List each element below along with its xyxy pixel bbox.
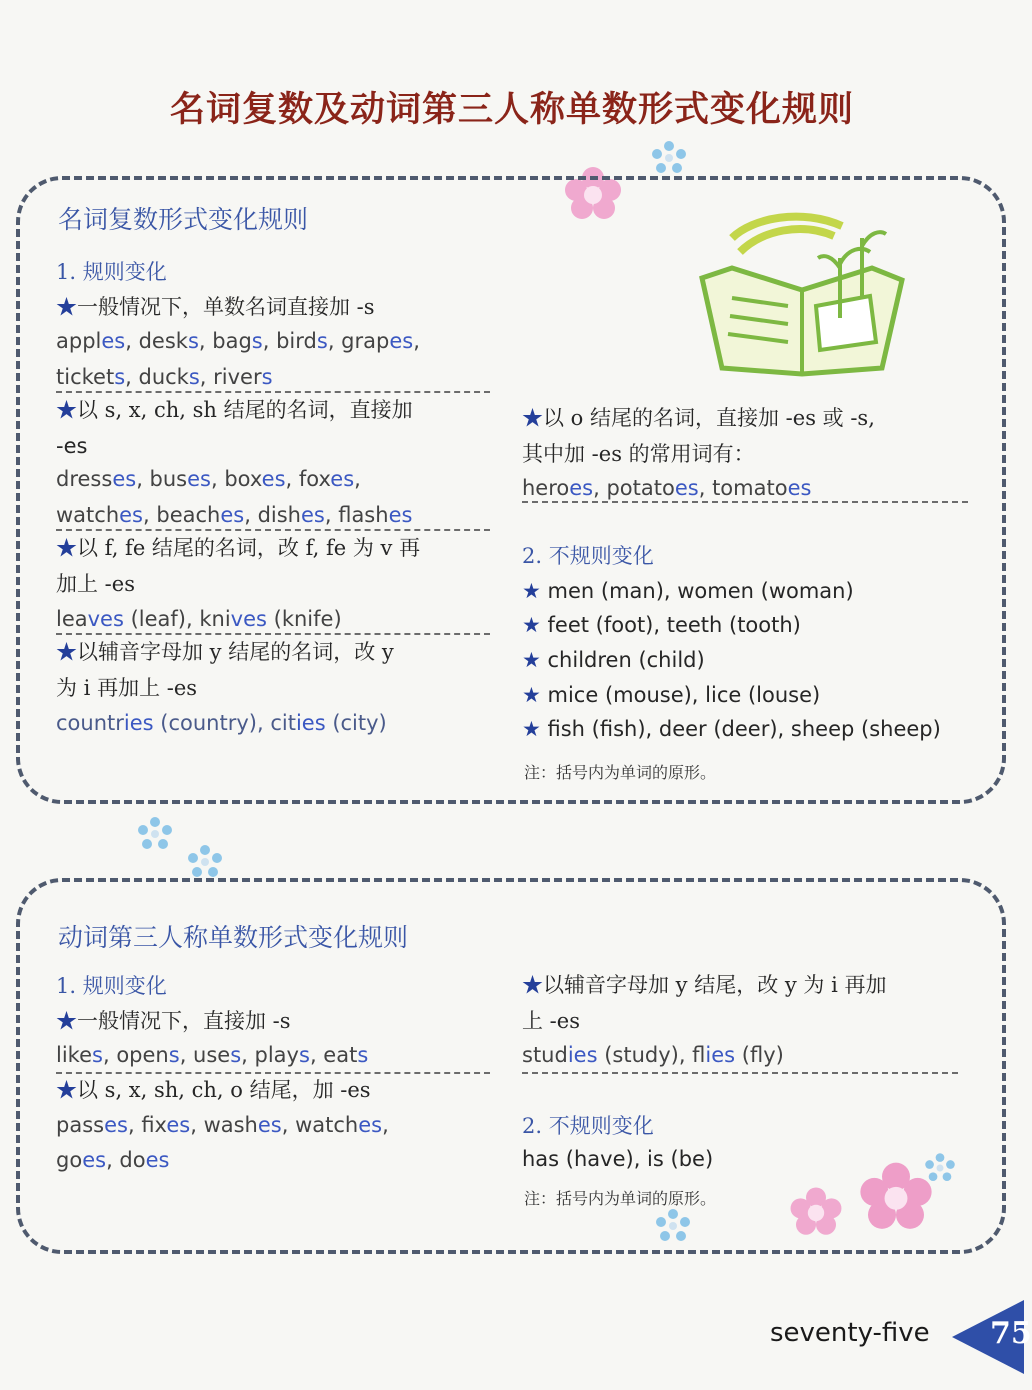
word-base: , do [106, 1148, 146, 1172]
noun-regular-heading: 1. 规则变化 [56, 260, 167, 284]
page-number: 75 [990, 1316, 1032, 1351]
noun-rule-4: ★以辅音字母加 y 结尾的名词，改 y [56, 640, 394, 664]
verb-rule-2: ★以 s, x, sh, ch, o 结尾，加 -es [56, 1078, 371, 1102]
star-icon: ★ [522, 717, 541, 741]
noun-rule-2-cont: -es [56, 434, 88, 458]
word-base: , bird [262, 329, 317, 353]
word-base: (fly) [735, 1043, 784, 1067]
noun-rule-5-examples [522, 471, 811, 505]
word-base: , [413, 329, 420, 353]
word-base: , bag [198, 329, 252, 353]
pink-flower-icon [786, 1186, 846, 1238]
word-suffix: ies [123, 711, 154, 735]
word-suffix: es [187, 467, 211, 491]
word-suffix: ves [230, 607, 267, 631]
word-base: watch [56, 503, 120, 527]
word-base: , box [211, 467, 262, 491]
divider [522, 501, 968, 503]
noun-rule-2: ★以 s, x, ch, sh 结尾的名词，直接加 [56, 398, 413, 422]
word-base: , watch [281, 1113, 359, 1137]
word-base: (city) [325, 711, 387, 735]
word-base: stud [522, 1043, 568, 1067]
noun-irregular-3: ★ children (child) [522, 648, 705, 672]
star-icon: ★ [56, 398, 77, 422]
verb-regular-heading: 1. 规则变化 [56, 974, 167, 998]
word-suffix: es [358, 1113, 383, 1137]
word-suffix: s [298, 1043, 310, 1067]
word-suffix: s [316, 329, 328, 353]
verb-rule-1: ★一般情况下，直接加 -s [56, 1009, 291, 1033]
word-suffix: s [188, 365, 200, 389]
verb-rule-1-examples [56, 1038, 368, 1072]
noun-rule-2-examples [56, 462, 361, 496]
star-icon: ★ [522, 406, 543, 430]
word-base: , potato [593, 476, 675, 500]
word-base: , dish [244, 503, 301, 527]
word-base: , flash [324, 503, 389, 527]
noun-rule-3-examples [56, 602, 342, 636]
word-suffix: es [119, 503, 144, 527]
noun-irregular-heading: 2. 不规则变化 [522, 544, 654, 568]
word-base: lea [56, 607, 88, 631]
noun-rule-5: ★以 o 结尾的名词，直接加 -es 或 -s, [522, 406, 875, 430]
word-suffix: es [569, 476, 594, 500]
verb-note: 注：括号内为单词的原形。 [524, 1189, 717, 1208]
word-base: ticket [56, 365, 115, 389]
word-base: go [56, 1148, 83, 1172]
word-suffix: s [251, 329, 263, 353]
star-icon: ★ [522, 683, 541, 707]
word-base: pass [56, 1113, 105, 1137]
verb-rule-3: ★以辅音字母加 y 结尾，改 y 为 i 再加 [522, 973, 887, 997]
flower-decoration-icon [646, 138, 692, 178]
word-suffix: ies [705, 1043, 736, 1067]
word-suffix: ies [567, 1043, 598, 1067]
star-icon: ★ [56, 1078, 77, 1102]
word-base: countr [56, 711, 124, 735]
word-base: , [382, 1113, 389, 1137]
verb-rule-3-examples [522, 1038, 784, 1072]
noun-note: 注：括号内为单词的原形。 [524, 763, 717, 782]
word-suffix: es [388, 503, 413, 527]
verb-rule-2-examples-2 [56, 1143, 169, 1177]
word-suffix: es [674, 476, 699, 500]
word-base: appl [56, 329, 102, 353]
divider [522, 1072, 958, 1074]
word-suffix: es [787, 476, 812, 500]
word-suffix: s [261, 365, 273, 389]
star-icon: ★ [522, 613, 541, 637]
word-base: , beach [143, 503, 221, 527]
noun-irregular-2: ★ feet (foot), teeth (tooth) [522, 613, 801, 637]
noun-irregular-5: ★ fish (fish), deer (deer), sheep (sheep) [522, 717, 941, 741]
word-suffix: es [220, 503, 245, 527]
star-icon: ★ [56, 536, 77, 560]
noun-rule-3: ★以 f, fe 结尾的名词，改 f, fe 为 v 再 [56, 536, 421, 560]
word-suffix: es [145, 1148, 170, 1172]
page-number-words: seventy-five [770, 1318, 930, 1348]
star-icon: ★ [56, 295, 77, 319]
page-title: 名词复数及动词第三人称单数形式变化规则 [169, 89, 854, 130]
word-base: (leaf), kni [123, 607, 231, 631]
word-suffix: s [187, 329, 199, 353]
word-suffix: s [230, 1043, 242, 1067]
word-suffix: es [257, 1113, 282, 1137]
noun-irregular-4: ★ mice (mouse), lice (louse) [522, 683, 821, 707]
star-icon: ★ [522, 973, 543, 997]
verb-irregular: has (have), is (be) [522, 1147, 714, 1171]
noun-rule-2-examples-2 [56, 498, 412, 532]
flower-decoration-icon [920, 1150, 960, 1186]
word-base: , river [199, 365, 262, 389]
star-icon: ★ [56, 1009, 77, 1033]
word-base: , open [102, 1043, 169, 1067]
word-suffix: es [104, 1113, 128, 1137]
word-base: , duck [125, 365, 189, 389]
flower-decoration-icon [182, 842, 228, 882]
word-suffix: es [166, 1113, 191, 1137]
word-base: , fix [127, 1113, 167, 1137]
noun-rule-4-examples [56, 706, 387, 740]
word-base: (country), cit [153, 711, 296, 735]
word-suffix: es [101, 329, 126, 353]
word-base: (knife) [266, 607, 342, 631]
word-suffix: s [114, 365, 126, 389]
noun-section-heading: 名词复数形式变化规则 [58, 205, 309, 234]
noun-rule-5-cont: 其中加 -es 的常用词有： [522, 442, 755, 466]
noun-rule-1-examples-2 [56, 360, 273, 394]
word-base: , wash [190, 1113, 258, 1137]
verb-irregular-heading: 2. 不规则变化 [522, 1114, 654, 1138]
noun-rule-1-examples [56, 324, 420, 358]
word-suffix: es [112, 467, 137, 491]
word-base: like [56, 1043, 93, 1067]
verb-rule-3-cont: 上 -es [522, 1009, 580, 1033]
word-suffix: ves [87, 607, 124, 631]
verb-rule-2-examples [56, 1108, 389, 1142]
word-base: , fox [285, 467, 331, 491]
word-suffix: s [357, 1043, 369, 1067]
word-base: , [354, 467, 361, 491]
noun-rule-4-cont: 为 i 再加上 -es [56, 676, 198, 700]
word-base: , desk [125, 329, 188, 353]
star-icon: ★ [56, 640, 77, 664]
noun-irregular-1: ★ men (man), women (woman) [522, 579, 854, 603]
flower-decoration-icon [650, 1206, 696, 1246]
word-base: , eat [309, 1043, 358, 1067]
word-suffix: es [82, 1148, 107, 1172]
word-suffix: es [330, 467, 355, 491]
star-icon: ★ [522, 579, 541, 603]
word-base: dress [56, 467, 113, 491]
word-base: , use [179, 1043, 231, 1067]
word-suffix: es [300, 503, 325, 527]
word-suffix: s [92, 1043, 103, 1067]
noun-rule-1: ★一般情况下，单数名词直接加 -s [56, 295, 375, 319]
noun-rule-3-cont: 加上 -es [56, 572, 135, 596]
word-base: , play [241, 1043, 299, 1067]
word-suffix: es [389, 329, 414, 353]
word-base: , grap [327, 329, 390, 353]
word-base: (study), fl [597, 1043, 706, 1067]
word-suffix: ies [295, 711, 326, 735]
flower-decoration-icon [132, 814, 178, 854]
word-base: , tomato [698, 476, 788, 500]
word-base: hero [522, 476, 570, 500]
word-suffix: s [168, 1043, 180, 1067]
star-icon: ★ [522, 648, 541, 672]
word-suffix: es [261, 467, 286, 491]
verb-section-heading: 动词第三人称单数形式变化规则 [58, 923, 409, 952]
word-base: , bus [136, 467, 188, 491]
